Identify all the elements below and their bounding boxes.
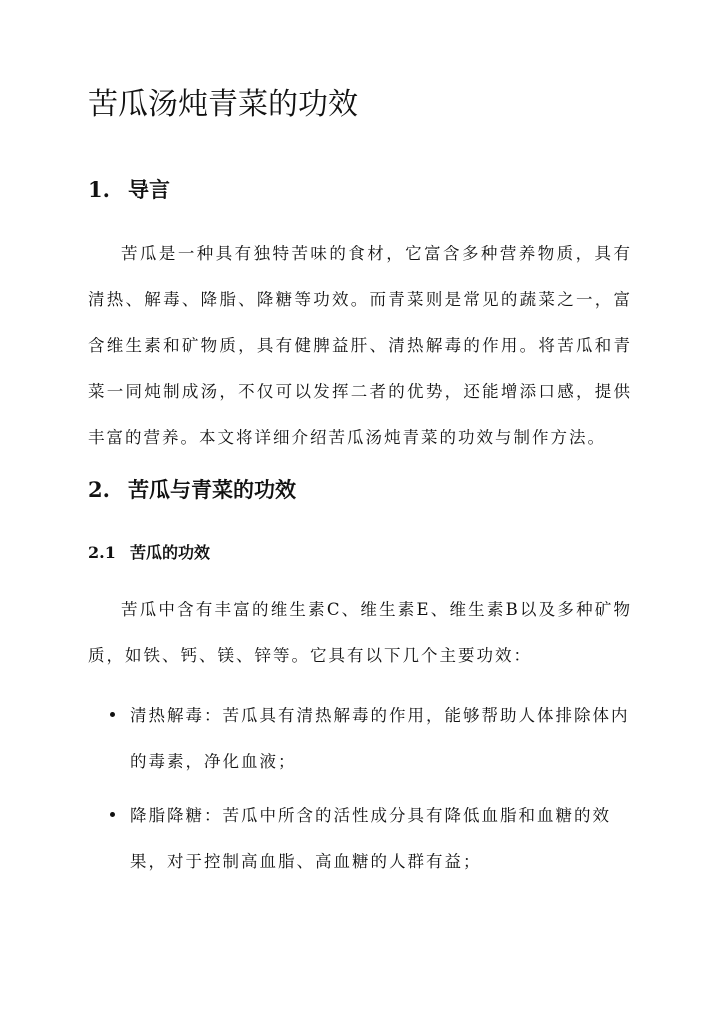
subsection-2-1-paragraph: 苦瓜中含有丰富的维生素C、维生素E、维生素B以及多种矿物质，如铁、钙、镁、锌等。它具有以下几个主要功效： <box>88 600 632 665</box>
section-2-number: 2. <box>88 477 110 502</box>
section-1-title: 导言 <box>128 177 170 202</box>
subsection-2-1-title: 苦瓜的功效 <box>130 543 211 562</box>
section-1-paragraph: 苦瓜是一种具有独特苦味的食材，它富含多种营养物质，具有清热、解毒、降脂、降糖等功效。而青菜则是常见的蔬菜之一，富含维生素和矿物质，具有健脾益肝、清热解毒的作用。将苦瓜和青菜一同炖制成汤，不仅可以发挥二者的优势，还能增添口感，提供丰富的营养。本文将详细介绍苦瓜汤炖青菜的功效与制作方法。 <box>88 244 632 447</box>
section-1-heading <box>88 174 170 206</box>
list-item <box>88 693 632 785</box>
subsection-2-1-number: 2.1 <box>88 543 116 562</box>
list-item <box>88 793 632 885</box>
list-item-text: 降脂降糖：苦瓜中所含的活性成分具有降低血脂和血糖的效果，对于控制高血脂、高血糖的人群有益； <box>130 806 611 871</box>
section-2-heading <box>88 474 296 506</box>
section-2-title: 苦瓜与青菜的功效 <box>128 477 296 502</box>
bullet-icon <box>110 712 115 717</box>
list-item-text: 清热解毒：苦瓜具有清热解毒的作用，能够帮助人体排除体内的毒素，净化血液； <box>130 706 630 771</box>
effects-bullet-list <box>88 693 632 893</box>
document-title: 苦瓜汤炖青菜的功效 <box>88 87 358 122</box>
subsection-2-1-heading <box>88 540 210 566</box>
section-1-number: 1. <box>88 177 110 202</box>
bullet-icon <box>110 812 115 817</box>
